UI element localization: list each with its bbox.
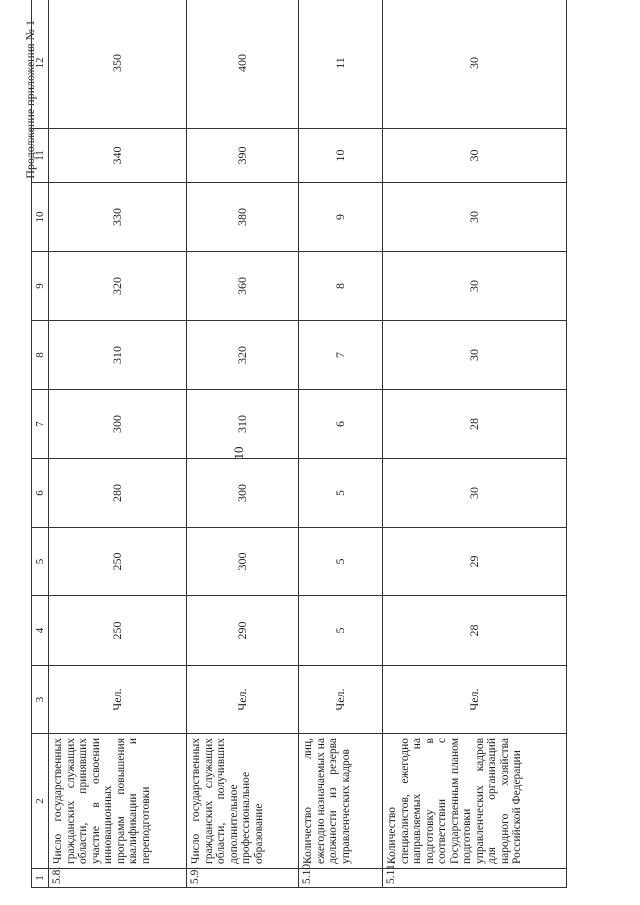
column-number: 11 [32, 128, 49, 182]
column-number: 1 [32, 868, 49, 887]
value-cell: 310 [187, 389, 299, 458]
value-cell: 28 [383, 389, 567, 458]
value-cell: 360 [187, 251, 299, 320]
appendix-continuation-note: Продолжение приложения № 1 [23, 19, 37, 179]
row-number: 5.10. [299, 868, 383, 887]
row-number: 5.8. [49, 868, 187, 887]
value-cell: 400 [187, 0, 299, 128]
value-cell: 300 [187, 527, 299, 595]
value-cell: 310 [49, 320, 187, 389]
value-cell: 250 [49, 595, 187, 665]
column-number: 5 [32, 527, 49, 595]
table-row [49, 0, 187, 887]
value-cell: 340 [49, 128, 187, 182]
column-number: 7 [32, 389, 49, 458]
value-cell: 30 [383, 182, 567, 251]
indicator-name: Число государственных гражданских служащих области, получивших дополнительное профессиональное образование [187, 733, 299, 868]
value-cell: 350 [49, 0, 187, 128]
column-number: 6 [32, 458, 49, 527]
unit-cell: Чел. [49, 665, 187, 733]
value-cell: 320 [187, 320, 299, 389]
value-cell: 30 [383, 458, 567, 527]
value-cell: 30 [383, 320, 567, 389]
value-cell: 30 [383, 128, 567, 182]
value-cell: 29 [383, 527, 567, 595]
value-cell: 5 [299, 458, 383, 527]
value-cell: 250 [49, 527, 187, 595]
value-cell: 280 [49, 458, 187, 527]
column-number: 3 [32, 665, 49, 733]
column-number: 2 [32, 733, 49, 868]
value-cell: 11 [299, 0, 383, 128]
value-cell: 8 [299, 251, 383, 320]
value-cell: 10 [299, 128, 383, 182]
value-cell: 390 [187, 128, 299, 182]
unit-cell: Чел. [187, 665, 299, 733]
column-number: 8 [32, 320, 49, 389]
page-number: 10 [231, 446, 246, 459]
row-number: 5.9. [187, 868, 299, 887]
column-number: 9 [32, 251, 49, 320]
value-cell: 320 [49, 251, 187, 320]
indicator-name: Количество специалистов, ежегодно направляемых на подготовку в соответствии с Государственным планом подготовки управленческих кадров для организаций народного хозяйства Российской Федерации [383, 733, 567, 868]
column-number: 10 [32, 182, 49, 251]
value-cell: 28 [383, 595, 567, 665]
value-cell: 7 [299, 320, 383, 389]
value-cell: 330 [49, 182, 187, 251]
value-cell: 300 [187, 458, 299, 527]
value-cell: 380 [187, 182, 299, 251]
value-cell: 6 [299, 389, 383, 458]
indicator-name: Количество лиц, ежегодно назначаемых на должности из резерва управленческих кадров [299, 733, 383, 868]
table-row [383, 0, 567, 887]
value-cell: 290 [187, 595, 299, 665]
column-number: 12 [32, 0, 49, 128]
value-cell: 300 [49, 389, 187, 458]
unit-cell: Чел. [299, 665, 383, 733]
unit-cell: Чел. [383, 665, 567, 733]
indicators-table [31, 0, 567, 888]
value-cell: 5 [299, 595, 383, 665]
value-cell: 30 [383, 0, 567, 128]
column-number: 4 [32, 595, 49, 665]
row-number: 5.11. [383, 868, 567, 887]
indicator-name: Число государственных гражданских служащих области, принявших участие в освоении инновационных программ повышения квалификации и переподготовки [49, 733, 187, 868]
table-row [187, 0, 299, 887]
table-row [299, 0, 383, 887]
value-cell: 5 [299, 527, 383, 595]
value-cell: 9 [299, 182, 383, 251]
value-cell: 30 [383, 251, 567, 320]
rotated-landscape-content [25, 18, 615, 888]
column-number-row [32, 0, 49, 887]
